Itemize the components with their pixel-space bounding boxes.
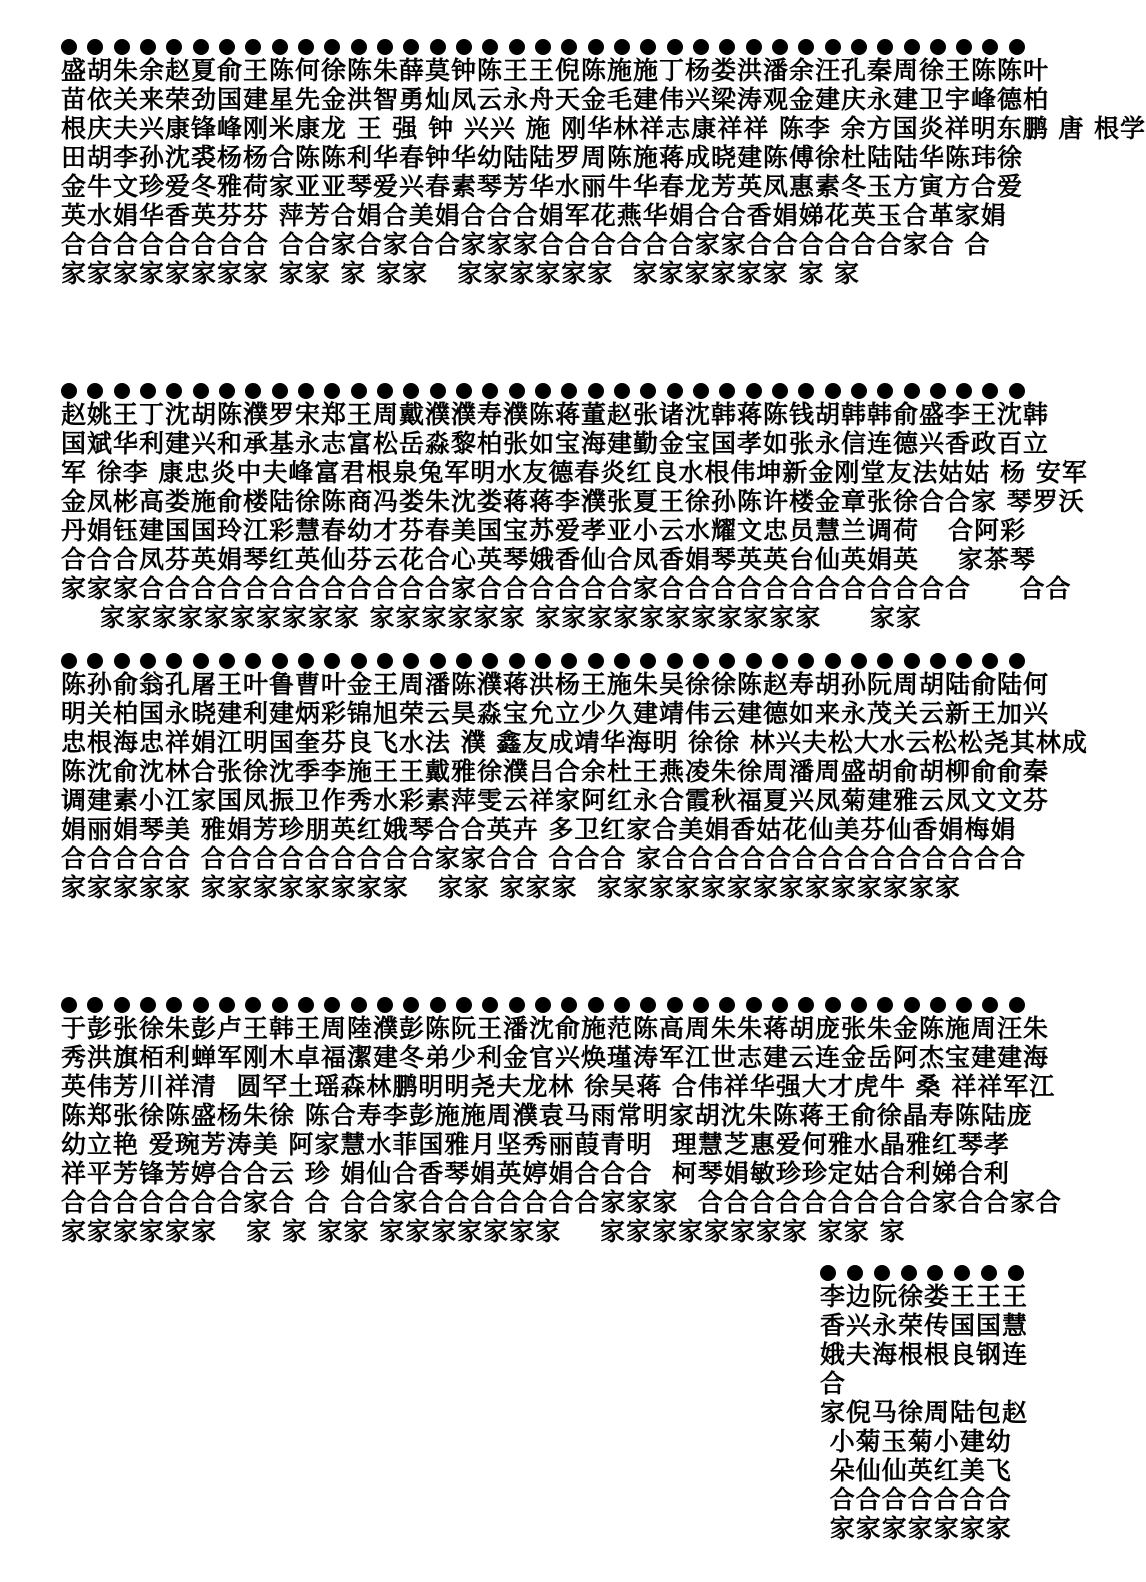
bullet-dot	[193, 39, 209, 55]
bullet-dot	[535, 997, 551, 1013]
bullet-dot	[904, 997, 920, 1013]
bullet-dot	[719, 653, 735, 669]
bullet-dot	[981, 1265, 997, 1281]
bullet-dot	[272, 39, 288, 55]
bullet-dot	[798, 383, 814, 399]
bullet-dot	[798, 39, 814, 55]
bullet-dot	[667, 997, 683, 1013]
text-line: 家家家家家家家家 家家 家 家家 家家家家家家 家家家家家家 家 家	[61, 259, 861, 288]
bullet-dot	[1008, 1265, 1024, 1281]
bullet-dot	[509, 997, 525, 1013]
bullet-dot	[87, 383, 103, 399]
bullet-dot	[719, 383, 735, 399]
bullet-dot	[930, 653, 946, 669]
text-line: 祥平芳锋芳婷合合云 珍 娟仙合香琴娟英婷娟合合合 柯琴娟敏珍珍定姑合利娣合利	[61, 1159, 1010, 1188]
bullet-dot	[851, 39, 867, 55]
text-line: 于彭张徐朱彭卢王韩王周陸濮彭陈阮王潘沈俞施范陈高周朱朱蒋胡庞张朱金陈施周汪朱	[61, 1014, 1050, 1043]
bullet-dot	[377, 383, 393, 399]
bullet-dot	[456, 383, 472, 399]
bullet-dot	[245, 383, 261, 399]
text-line: 幼立艳 爱琬芳涛美 阿家慧水菲国雅月坚秀丽葭青明 理慧芝惠爱何雅水晶雅红琴孝	[61, 1130, 1010, 1159]
bullet-dot	[219, 383, 235, 399]
bullet-dot	[667, 39, 683, 55]
bullet-dot	[746, 997, 762, 1013]
bullet-dot	[772, 383, 788, 399]
bullet-dot	[377, 39, 393, 55]
bullet-dot	[588, 383, 604, 399]
bullet-dot	[61, 653, 77, 669]
bullet-dot	[904, 383, 920, 399]
bullet-dot	[430, 39, 446, 55]
bullet-dot	[219, 39, 235, 55]
bullet-dot	[140, 997, 156, 1013]
bullet-dot	[956, 383, 972, 399]
name-block-4	[61, 996, 1062, 1246]
bullet-dot	[851, 383, 867, 399]
text-line: 合	[820, 1369, 847, 1398]
bullet-dot	[351, 997, 367, 1013]
bullet-dot	[114, 653, 130, 669]
text-line: 金凤彬高娄施俞楼陆徐陈商冯娄朱沈娄蒋蒋李濮张夏王徐孙陈许楼金章张徐合合家 琴罗沃	[61, 487, 1085, 516]
bullet-dot	[351, 39, 367, 55]
text-line: 家倪马徐周陆包赵	[820, 1398, 1029, 1427]
bullet-dot	[324, 39, 340, 55]
bullet-dot	[245, 653, 261, 669]
bullet-dot	[298, 39, 314, 55]
bullet-dot	[561, 383, 577, 399]
text-line: 李边阮徐娄王王王	[820, 1282, 1029, 1311]
bullet-dot	[351, 383, 367, 399]
bullet-dot	[746, 39, 762, 55]
bullet-dot	[193, 383, 209, 399]
bullet-dot	[114, 997, 130, 1013]
bullet-dot	[667, 383, 683, 399]
bullet-dot	[561, 997, 577, 1013]
text-line: 田胡李孙沈裘杨杨合陈陈利华春钟华幼陆陆罗周陈施蒋成晓建陈傅徐杜陆陆华陈玮徐	[61, 143, 1024, 172]
bullet-dot	[114, 39, 130, 55]
bullet-dot	[561, 39, 577, 55]
bullet-dot	[954, 1265, 970, 1281]
name-block-5	[820, 1264, 1029, 1543]
bullet-dot	[456, 653, 472, 669]
name-block-3	[61, 652, 1088, 902]
bullet-dot	[825, 997, 841, 1013]
bullet-dot	[772, 653, 788, 669]
bullet-dot	[847, 1265, 863, 1281]
bullet-dot	[693, 383, 709, 399]
bullet-dot	[87, 39, 103, 55]
text-line: 合合合合合合合合 合合家合家合合家家家合合合合合合家家合合合合合合家合 合	[61, 230, 991, 259]
bullet-dot	[930, 39, 946, 55]
bullet-dot	[851, 653, 867, 669]
bullet-dot	[114, 383, 130, 399]
bullet-dot	[693, 653, 709, 669]
text-line: 家家家家家家家	[820, 1514, 1012, 1543]
text-line: 秀洪旗栢利蝉军刚木卓福潔建冬弟少利金官兴焕瑾涛军江世志建云连金岳阿杰宝建建海	[61, 1043, 1050, 1072]
bullet-dot	[193, 653, 209, 669]
bullet-dot	[430, 383, 446, 399]
bullet-dot	[482, 653, 498, 669]
bullet-dot	[640, 653, 656, 669]
bullet-dot	[956, 653, 972, 669]
text-line: 小菊玉菊小建幼	[820, 1427, 1012, 1456]
bullet-dot	[614, 383, 630, 399]
text-line: 合合合合合合合	[820, 1485, 1012, 1514]
bullet-dot	[219, 997, 235, 1013]
bullet-dot	[982, 39, 998, 55]
text-line: 娟丽娟琴美 雅娟芳珍朋英红娥琴合合英卉 多卫红家合美娟香姑花仙美芬仙香娟梅娟	[61, 815, 1017, 844]
text-line: 陈沈俞沈林合张徐沈季李施王王戴雅徐濮吕合余杜王燕凌朱徐周潘周盛胡俞胡柳俞俞秦	[61, 757, 1050, 786]
bullet-dot	[324, 383, 340, 399]
bullet-dot	[298, 653, 314, 669]
bullet-dot	[403, 39, 419, 55]
bullet-dot	[87, 997, 103, 1013]
bullet-dot	[561, 653, 577, 669]
bullet-dot	[324, 997, 340, 1013]
bullet-dot	[272, 383, 288, 399]
bullet-dot	[140, 39, 156, 55]
bullet-dot	[877, 39, 893, 55]
bullet-dot	[588, 39, 604, 55]
text-line: 丹娟钰建国国玲江彩慧春幼才芬春美国宝苏爱孝亚小云水耀文忠员慧兰调荷 合阿彩	[61, 516, 1027, 545]
bullet-dot	[927, 1265, 943, 1281]
bullet-dot	[772, 39, 788, 55]
bullet-dot	[877, 383, 893, 399]
name-block-2	[61, 382, 1088, 632]
bullet-dot	[693, 997, 709, 1013]
bullet-dot	[956, 997, 972, 1013]
bullet-dot	[509, 39, 525, 55]
bullet-dot	[1009, 39, 1025, 55]
text-line: 明关柏国永晓建利建炳彩锦旭荣云昊淼宝允立少久建靖伟云建德如来永茂关云新王加兴	[61, 699, 1050, 728]
text-line: 根庆夫兴康锋峰刚米康龙 王 强 钟 兴兴 施 刚华林祥志康祥祥 陈李 余方国炎祥明东鹏 唐 根学	[61, 114, 1146, 143]
bullet-dot	[693, 39, 709, 55]
bullet-dot	[193, 997, 209, 1013]
bullet-dot	[140, 383, 156, 399]
bullet-dot	[640, 39, 656, 55]
text-line: 合合合合合合合家合 合 合合家合合合合合合合家家家 合合合合合合合合合家合合家合	[61, 1188, 1062, 1217]
bullet-dot	[1009, 383, 1025, 399]
bullet-dot	[614, 997, 630, 1013]
bullet-dot	[166, 653, 182, 669]
bullet-dot	[640, 997, 656, 1013]
bullet-dot	[245, 39, 261, 55]
bullet-dot	[377, 653, 393, 669]
bullet-dot	[535, 383, 551, 399]
bullet-dot	[403, 997, 419, 1013]
bullet-dot	[746, 653, 762, 669]
bullet-dot	[877, 997, 893, 1013]
text-line: 忠根海忠祥娟江明国奎芬良飞水法 濮 鑫友成靖华海明 徐徐 林兴夫松大水云松松尧其林成	[61, 728, 1088, 757]
bullet-dot	[820, 1265, 836, 1281]
text-line: 赵姚王丁沈胡陈濮罗宋郑王周戴濮濮寿濮陈蒋董赵张诸沈韩蒋陈钱胡韩韩俞盛李王沈韩	[61, 400, 1050, 429]
text-line: 军 徐李 康忠炎中夫峰富君根泉兔军明水友德春炎红良水根伟坤新金刚堂友法姑姑 杨 安军	[61, 458, 1088, 487]
bullet-dot	[272, 997, 288, 1013]
dot-row	[61, 38, 1025, 56]
bullet-dot	[377, 997, 393, 1013]
bullet-dot	[456, 997, 472, 1013]
bullet-dot	[614, 39, 630, 55]
text-line: 调建素小江家国凤振卫作秀水彩素萍雯云祥家阿红永合霞秋福夏兴凤菊建雅云凤文文芬	[61, 786, 1050, 815]
bullet-dot	[588, 653, 604, 669]
bullet-dot	[430, 997, 446, 1013]
text-line: 金牛文珍爱冬雅荷家亚亚琴爱兴春素琴芳华水丽牛华春龙芳英凤惠素冬玉方寅方合爱	[61, 172, 1024, 201]
bullet-dot	[904, 653, 920, 669]
bullet-dot	[930, 383, 946, 399]
bullet-dot	[874, 1265, 890, 1281]
bullet-dot	[982, 997, 998, 1013]
dot-row	[61, 652, 1025, 670]
bullet-dot	[298, 997, 314, 1013]
name-block-1	[61, 38, 1146, 288]
bullet-dot	[825, 653, 841, 669]
bullet-dot	[1009, 997, 1025, 1013]
dot-row	[61, 996, 1025, 1014]
bullet-dot	[456, 39, 472, 55]
bullet-dot	[772, 997, 788, 1013]
text-line: 朵仙仙英红美飞	[820, 1456, 1012, 1485]
bullet-dot	[403, 383, 419, 399]
text-line: 苗依关来荣劲国建星先金洪智勇灿凤云永舟天金毛建伟兴梁涛观金建庆永建卫宇峰德柏	[61, 85, 1050, 114]
bullet-dot	[877, 653, 893, 669]
text-line: 家家家家家家家家家家 家家家家家家 家家家家家家家家家家家 家家	[61, 603, 922, 632]
bullet-dot	[482, 997, 498, 1013]
bullet-dot	[351, 653, 367, 669]
bullet-dot	[930, 997, 946, 1013]
bullet-dot	[166, 383, 182, 399]
text-line: 国斌华利建兴和承基永志富松岳淼黎柏张如宝海建勤金宝国孝如张永信连德兴香政百立	[61, 429, 1050, 458]
bullet-dot	[798, 653, 814, 669]
bullet-dot	[904, 39, 920, 55]
text-line: 合合合凤芬英娟琴红英仙芬云花合心英琴娥香仙合凤香娟琴英英台仙英娟英 家茶琴	[61, 545, 1036, 574]
bullet-dot	[403, 653, 419, 669]
dot-row	[61, 382, 1025, 400]
text-line: 英伟芳川祥清 圆罕土瑶森林鹏明明尧夫龙林 徐吴蒋 合伟祥华强大才虎牛 桑 祥祥军江	[61, 1072, 1056, 1101]
bullet-dot	[614, 653, 630, 669]
bullet-dot	[61, 383, 77, 399]
bullet-dot	[509, 653, 525, 669]
bullet-dot	[719, 39, 735, 55]
text-line: 家家家合合合合合合合合合合合合家合合合合合合家合合合合合合合合合合合合 合合	[61, 574, 1072, 603]
text-line: 英水娟华香英芬芬 萍芳合娟合美娟合合合娟军花燕华娟合合香娟娣花英玉合革家娟	[61, 201, 1007, 230]
bullet-dot	[746, 383, 762, 399]
bullet-dot	[324, 653, 340, 669]
bullet-dot	[851, 997, 867, 1013]
bullet-dot	[982, 383, 998, 399]
bullet-dot	[901, 1265, 917, 1281]
bullet-dot	[1009, 653, 1025, 669]
bullet-dot	[509, 383, 525, 399]
bullet-dot	[166, 39, 182, 55]
text-line: 娥夫海根根良钢连	[820, 1340, 1029, 1369]
bullet-dot	[482, 383, 498, 399]
bullet-dot	[956, 39, 972, 55]
bullet-dot	[430, 653, 446, 669]
bullet-dot	[61, 39, 77, 55]
bullet-dot	[535, 653, 551, 669]
text-line: 合合合合合 合合合合合合合合合家家合合 合合合 家合合合合合合合合合合合合合合	[61, 844, 1027, 873]
bullet-dot	[140, 653, 156, 669]
text-line: 盛胡朱余赵夏俞王陈何徐陈朱薛莫钟陈王王倪陈施施丁杨娄洪潘余汪孔秦周徐王陈陈叶	[61, 56, 1050, 85]
dot-row	[820, 1264, 1024, 1282]
bullet-dot	[219, 653, 235, 669]
bullet-dot	[482, 39, 498, 55]
bullet-dot	[61, 997, 77, 1013]
bullet-dot	[640, 383, 656, 399]
bullet-dot	[825, 383, 841, 399]
bullet-dot	[588, 997, 604, 1013]
text-line: 陈孙俞翁孔屠王叶鲁曹叶金王周潘陈濮蒋洪杨王施朱吴徐徐陈赵寿胡孙阮周胡陆俞陆何	[61, 670, 1050, 699]
bullet-dot	[535, 39, 551, 55]
bullet-dot	[719, 997, 735, 1013]
bullet-dot	[798, 997, 814, 1013]
bullet-dot	[298, 383, 314, 399]
bullet-dot	[166, 997, 182, 1013]
bullet-dot	[87, 653, 103, 669]
text-line: 家家家家家 家家家家家家家家 家家 家家家 家家家家家家家家家家家家家家	[61, 873, 961, 902]
bullet-dot	[245, 997, 261, 1013]
bullet-dot	[982, 653, 998, 669]
bullet-dot	[272, 653, 288, 669]
text-line: 陈郑张徐陈盛杨朱徐 陈合寿李彭施施周濮袁马雨常明家胡沈朱陈蒋王俞徐晶寿陈陆庞	[61, 1101, 1033, 1130]
text-line: 家家家家家家 家 家 家家 家家家家家家家 家家家家家家家家 家家 家	[61, 1217, 906, 1246]
bullet-dot	[667, 653, 683, 669]
bullet-dot	[825, 39, 841, 55]
text-line: 香兴永荣传国国慧	[820, 1311, 1029, 1340]
